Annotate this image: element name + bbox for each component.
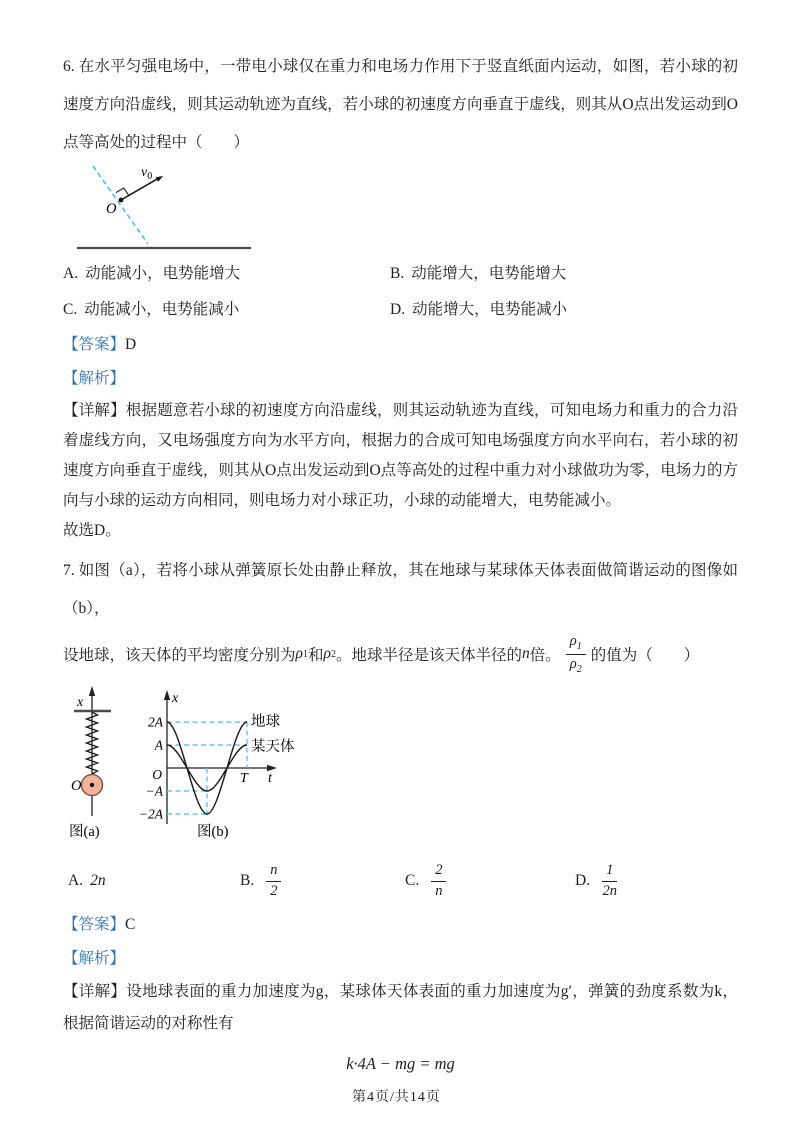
option-letter: C. (405, 872, 420, 889)
option-text: 动能增大，电势能减小 (412, 301, 568, 318)
option-fraction: $\frac{2}{n}$ (431, 862, 446, 900)
option-text: 2n (90, 872, 106, 889)
tick-negA: −A (145, 783, 163, 799)
rho2-symbol: ρ (323, 645, 331, 662)
q6-option-a (63, 265, 240, 282)
graph-T-tick: T (240, 771, 248, 786)
earth-curve-label: 地球 (251, 714, 280, 730)
rho2-subscript: 2 (330, 648, 336, 660)
q6-conclusion: 故选D。 (63, 522, 121, 539)
ball-center-dot (90, 783, 94, 787)
x-axis-arrowhead-icon (89, 686, 95, 696)
fig-a-o-label: O (71, 778, 82, 794)
v0-label: $v_0$ (141, 165, 153, 182)
q7-option-c (405, 854, 451, 908)
celestial-body-curve-label: 某天体 (251, 739, 295, 755)
q6-option-d (390, 292, 567, 328)
fraction-denominator: $\rho_2$ (569, 655, 582, 675)
graph-t-label: t (268, 771, 272, 786)
stem-text: 。地球半径是该天体半径的 (335, 647, 522, 664)
q7-option-a (68, 854, 106, 908)
q6-stem: 6. 在水平匀强电场中，一带电小球仅在重力和电场力作用下于竖直纸面内运动，如图，若小球的初速度方向沿虚线，则其运动轨迹为直线，若小球的初速度方向垂直于虚线，则其从O点出发运动到O点等高处的过程中（ ） (63, 58, 738, 151)
option-letter: D. (575, 872, 591, 889)
fig-a-caption: 图(a) (69, 824, 100, 840)
rho-ratio-fraction (566, 633, 586, 676)
page-number: 第4页/共14页 (352, 1090, 441, 1105)
answer-marker: 【答案】 (63, 916, 126, 933)
q7-analysis-line (63, 942, 738, 976)
option-text: 动能减小，电势能减小 (84, 301, 240, 318)
analysis-marker: 【解析】 (63, 950, 126, 967)
answer-value: D (125, 336, 137, 353)
y-axis-arrowhead-icon (164, 690, 170, 700)
stem-text: 设地球，该天体的平均密度分别为 (63, 647, 296, 664)
q7-stem-line1: 7. 如图（a），若将小球从弹簧原长处由静止释放，其在地球与某球体天体表面做简谐运动的图像如（b）， (63, 562, 738, 617)
q7-detail (63, 976, 738, 1040)
rho1-symbol: ρ (295, 645, 303, 662)
q6-options (63, 256, 738, 328)
option-fraction: $\frac{n}{2}$ (266, 862, 281, 900)
tick-2A: 2A (148, 714, 163, 730)
detail-marker: 【详解】 (63, 402, 126, 419)
graph-x-label: x (172, 691, 179, 706)
option-text: 动能减小，电势能增大 (85, 265, 241, 282)
q6-option-b (390, 256, 566, 292)
fig-a-x-label: x (77, 695, 84, 710)
option-letter: C. (63, 301, 78, 318)
right-angle-marker (116, 188, 129, 195)
stem-text: 的值为（ ） (590, 647, 700, 664)
q6-figure (69, 164, 269, 252)
q6-detail (63, 396, 738, 516)
q7-stem-line2 (63, 628, 738, 680)
q7-options (63, 854, 738, 908)
point-o-dot (119, 198, 124, 203)
detail-marker: 【详解】 (63, 983, 127, 1000)
option-text: 动能增大，电势能增大 (411, 265, 567, 282)
q7-option-d (575, 854, 622, 908)
q6-options-row1 (63, 256, 738, 292)
tick-neg2A: −2A (138, 806, 163, 822)
stem-text: 倍。 (529, 647, 561, 664)
option-letter: B. (390, 265, 405, 282)
option-letter: A. (63, 265, 79, 282)
answer-marker: 【答案】 (63, 336, 126, 353)
fig-b-caption: 图(b) (197, 824, 229, 840)
analysis-marker: 【解析】 (63, 370, 126, 387)
tick-O: O (152, 767, 162, 782)
q6-option-c (63, 301, 239, 318)
q6-analysis-line (63, 362, 738, 396)
option-letter: D. (390, 301, 406, 318)
option-letter: B. (240, 872, 255, 889)
option-letter: A. (68, 872, 84, 889)
answer-value: C (125, 916, 136, 933)
o-label: O (106, 201, 117, 217)
detail-text: 根据题意若小球的初速度方向沿虚线，则其运动轨迹为直线，可知电场力和重力的合力沿着虚线方向，又电场强度方向为水平方向，根据力的合成可知电场强度方向水平向右，若小球的初速度方向垂直于虚线，则其从O点出发运动到O点等高处的过程中重力对小球做功为零，电场力的方向与小球的运动方向相同，则电场力对小球正功，小球的动能增大，电势能减小。 (63, 402, 738, 509)
fraction-numerator: $\rho_1$ (566, 633, 586, 655)
stem-text: 和 (307, 647, 324, 664)
dashed-guide-line (93, 166, 148, 244)
q6-answer-line (63, 328, 738, 362)
n-variable: n (521, 645, 530, 662)
q7-figure (63, 684, 363, 852)
equation: k·4A − mg = mg (346, 1054, 455, 1073)
option-fraction: $\frac{1}{2n}$ (602, 862, 617, 899)
v0-arrowhead-icon (156, 176, 163, 182)
detail-text: 设地球表面的重力加速度为g，某球体天体表面的重力加速度为g′，弹簧的劲度系数为k，根据简谐运动的对称性有 (63, 983, 738, 1032)
tick-A: A (154, 737, 163, 753)
q7-answer-line (63, 908, 738, 942)
rho1-subscript: 1 (302, 648, 308, 660)
q6-options-row2 (63, 292, 738, 328)
q7-option-b (240, 854, 286, 908)
